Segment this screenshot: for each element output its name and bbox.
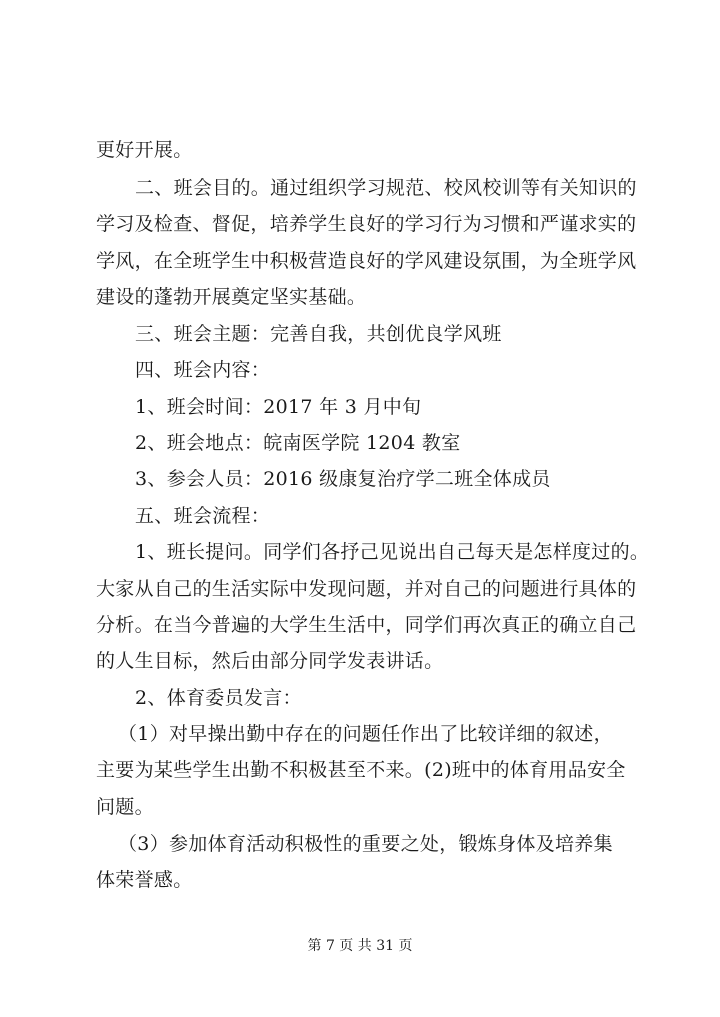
text-line: （3）参加体育活动积极性的重要之处，锻炼身体及培养集	[118, 833, 613, 855]
text-line: 体荣誉感。	[96, 869, 193, 891]
text-line: 建设的蓬勃开展奠定坚实基础。	[96, 286, 367, 308]
text-line: 学风，在全班学生中积极营造良好的学风建设氛围，为全班学风	[96, 250, 637, 272]
page-number-footer: 第 7 页 共 31 页	[307, 938, 413, 954]
text-line: 1、班会时间：2017 年 3 月中旬	[135, 396, 422, 418]
text-line: 2、班会地点：皖南医学院 1204 教室	[135, 432, 461, 454]
text-line: 主要为某些学生出勤不积极甚至不来。(2)班中的体育用品安全	[96, 759, 626, 781]
text-line: 1、班长提问。同学们各抒己见说出自己每天是怎样度过的。	[135, 541, 650, 563]
text-line: 3、参会人员：2016 级康复治疗学二班全体成员	[135, 468, 551, 490]
text-line: 四、班会内容：	[135, 359, 271, 381]
text-line: 分析。在当今普遍的大学生生活中，同学们再次真正的确立自己	[96, 614, 637, 636]
text-line: 五、班会流程：	[135, 505, 271, 527]
text-line: 更好开展。	[96, 139, 193, 161]
text-line: 三、班会主题：完善自我，共创优良学风班	[135, 323, 502, 345]
text-line: 2、体育委员发言：	[135, 687, 302, 709]
text-line: 二、班会目的。通过组织学习规范、校风校训等有关知识的	[135, 177, 637, 199]
text-line: 学习及检查、督促，培养学生良好的学习行为习惯和严谨求实的	[96, 213, 637, 235]
text-line: 大家从自己的生活实际中发现问题，并对自己的问题进行具体的	[96, 578, 637, 600]
text-line: （1）对早操出勤中存在的问题任作出了比较详细的叙述，	[118, 723, 613, 745]
text-line: 的人生目标，然后由部分同学发表讲话。	[96, 650, 444, 672]
text-line: 问题。	[96, 796, 154, 818]
